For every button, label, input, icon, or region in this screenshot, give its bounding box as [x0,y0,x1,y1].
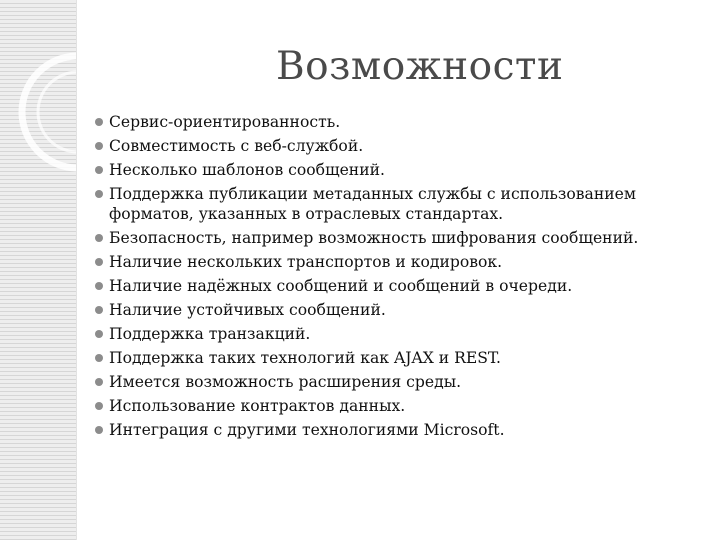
list-item [95,276,695,296]
bullet-dot-icon [95,306,103,314]
list-item [95,184,695,225]
list-item-text: Поддержка транзакций. [109,325,311,344]
list-item-text: Имеется возможность расширения среды. [109,373,462,392]
bullet-dot-icon [95,282,103,290]
list-item-text: Безопасность, например возможность шифрования сообщений. [109,229,639,248]
list-item-text: Поддержка таких технологий как AJAX и REST. [109,349,501,368]
list-item [95,252,695,272]
list-item-text: Совместимость с веб-службой. [109,137,364,155]
bullet-dot-icon [95,378,103,386]
list-item-text: Наличие надёжных сообщений и сообщений в очереди. [109,277,573,296]
list-item [95,420,695,440]
bullet-dot-icon [95,402,103,410]
list-item [95,372,695,392]
list-item-text: Наличие нескольких транспортов и кодировок. [109,253,503,272]
list-item [95,160,695,180]
bullet-list [95,112,695,444]
bullet-dot-icon [95,330,103,338]
list-item [95,228,695,248]
list-item [95,324,695,344]
bullet-dot-icon [95,166,103,174]
bullet-dot-icon [95,354,103,362]
slide-title: Возможности [276,44,564,89]
list-item [95,396,695,416]
decorative-side-strip [0,0,77,540]
bullet-dot-icon [95,426,103,434]
bullet-dot-icon [95,118,103,126]
list-item-text: Наличие устойчивых сообщений. [109,301,386,320]
list-item-text: Сервис-ориентированность. [109,113,341,131]
list-item [95,112,695,132]
list-item-text: Интеграция с другими технологиями Microsoft. [109,421,505,440]
decorative-circles-icon [0,0,76,540]
bullet-dot-icon [95,190,103,198]
bullet-dot-icon [95,234,103,242]
list-item [95,348,695,368]
list-item-text: Использование контрактов данных. [109,397,406,416]
bullet-dot-icon [95,142,103,150]
list-item [95,136,695,156]
bullet-dot-icon [95,258,103,266]
list-item [95,300,695,320]
list-item-text: Поддержка публикации метаданных службы с использованием форматов, указанных в отраслевых стандартах. [109,185,636,224]
list-item-text: Несколько шаблонов сообщений. [109,161,385,179]
